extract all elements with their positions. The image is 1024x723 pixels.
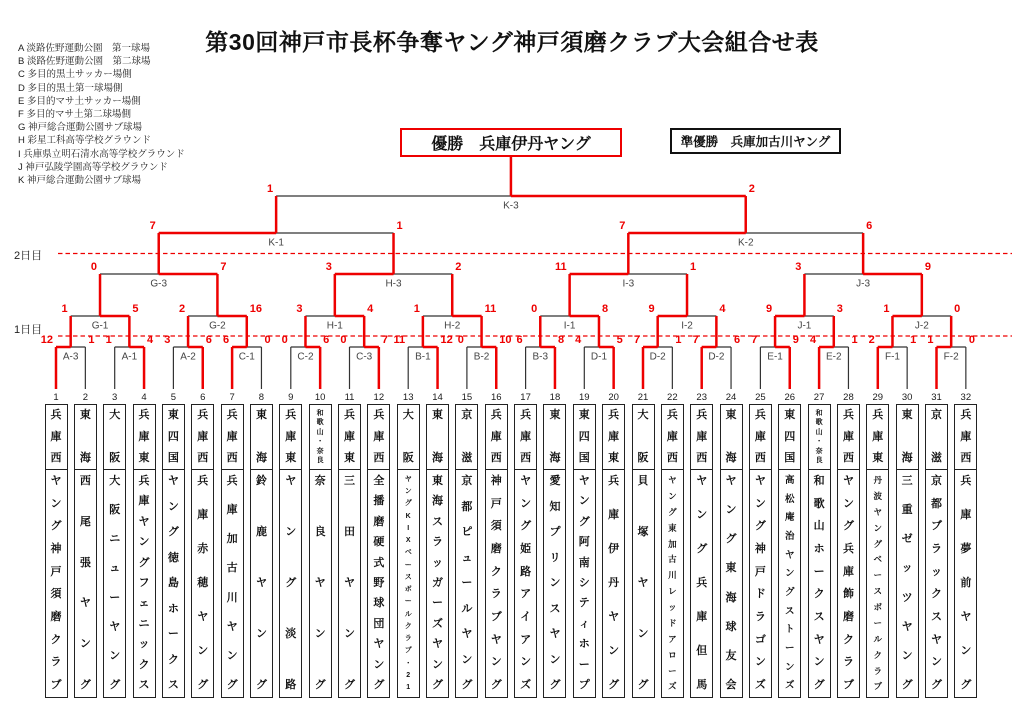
venue-line: F 多目的マサ土第二球場側 (18, 109, 131, 121)
score-right: 7 (381, 334, 388, 346)
team-number: 4 (141, 392, 147, 403)
team-number: 5 (170, 392, 177, 403)
team-number: 22 (667, 392, 678, 403)
day1-label: 1日目 (14, 324, 43, 336)
team-name: 兵 庫 夢 前 ヤ ン グ (954, 469, 977, 698)
score-left: 6 (222, 334, 230, 346)
team-name: 兵 庫 伊 丹 ヤ ン グ (602, 469, 625, 698)
match-label: B-3 (532, 351, 549, 363)
team-region: 東 海 (720, 404, 743, 470)
team-name: 丹 波 ヤ ン グ ベ ー ス ボ ー ル ク ラ ブ (866, 469, 889, 698)
score-left: 0 (90, 261, 98, 273)
team-number: 21 (637, 392, 649, 403)
score-right: 6 (205, 334, 212, 346)
team-name: 貝 塚 ヤ ン グ (632, 469, 655, 698)
team-name: 大 阪 ニ ュ ー ヤ ン グ (103, 469, 126, 698)
team-number: 11 (344, 392, 355, 403)
team-region: 大 阪 (103, 404, 126, 470)
team-region: 兵 庫 西 (221, 404, 244, 470)
score-left: 1 (267, 183, 274, 195)
team-region: 大 阪 (397, 404, 420, 470)
team-region: 東 海 (896, 404, 919, 470)
score-right: 5 (616, 334, 623, 346)
match-label: A-1 (121, 351, 138, 363)
match-label: E-1 (767, 351, 783, 363)
match-label: D-2 (708, 351, 725, 363)
score-left: 2 (178, 303, 186, 315)
score-right: 8 (601, 303, 609, 315)
champion-label: 優勝 兵庫伊丹ヤング (431, 136, 591, 153)
venue-line: E 多目的マサ土サッカー場側 (18, 95, 141, 107)
team-name: ヤ ン グ 阿 南 シ テ ィ ホ ー プ (573, 469, 596, 698)
score-right: 6 (734, 334, 741, 346)
venue-line: A 淡路佐野運動公園 第一球場 (18, 43, 150, 54)
score-left: 9 (765, 303, 773, 315)
team-name: 京 都 ピ ュ ー ル ヤ ン グ (455, 469, 478, 698)
match-label: H-3 (385, 278, 402, 290)
team-number: 29 (872, 392, 884, 403)
score-left: 3 (325, 261, 332, 273)
score-left: 0 (281, 334, 288, 346)
score-right: 10 (499, 334, 512, 346)
team-number: 19 (579, 392, 590, 403)
team-name: 和 歌 山 ホ ー ク ス ヤ ン グ (808, 469, 831, 698)
match-label: H-2 (444, 320, 461, 332)
score-right: 1 (910, 334, 917, 346)
team-number: 3 (112, 392, 118, 403)
match-label: C-1 (238, 351, 255, 363)
match-label: C-2 (297, 351, 314, 363)
score-left: 7 (692, 334, 699, 346)
team-region: 兵 庫 西 (485, 404, 508, 470)
team-number: 9 (288, 392, 294, 403)
team-number: 24 (725, 392, 737, 403)
team-region: 和 歌 山 ・ 奈 良 (808, 404, 831, 470)
score-right: 9 (924, 261, 931, 273)
score-right: 0 (968, 334, 975, 346)
team-number: 1 (53, 392, 59, 403)
score-right: 6 (323, 334, 330, 346)
team-name: ヤ ン グ 兵 庫 飾 磨 ク ラ ブ (837, 469, 860, 698)
score-left: 0 (531, 303, 538, 315)
team-number: 10 (314, 392, 326, 403)
score-left: 9 (648, 303, 655, 315)
day2-label: 2日目 (14, 250, 43, 262)
team-region: 東 四 国 (778, 404, 801, 470)
match-label: F-1 (884, 351, 900, 363)
venue-line: J 神戸弘陵学園高等学校グラウンド (18, 161, 168, 173)
score-right: 5 (132, 303, 139, 315)
team-number: 17 (520, 392, 531, 403)
team-number: 18 (549, 392, 561, 403)
score-right: 9 (792, 334, 799, 346)
team-name: 鈴 鹿 ヤ ン グ (250, 469, 273, 698)
match-label: K-1 (268, 237, 284, 249)
team-number: 27 (813, 392, 825, 403)
team-number: 6 (200, 392, 206, 403)
team-region: 兵 庫 東 (338, 404, 361, 470)
team-number: 25 (755, 392, 766, 403)
score-right: 11 (484, 303, 497, 315)
team-name: ヤ ン グ 淡 路 (279, 469, 302, 698)
team-region: 兵 庫 西 (367, 404, 390, 470)
team-name: 奈 良 ヤ ン グ (309, 469, 332, 698)
team-name: ヤ ン グ 東 加 古 川 レ ッ ド ア ロ ー ズ (661, 469, 684, 698)
match-label: G-3 (150, 278, 168, 290)
score-left: 1 (927, 334, 934, 346)
team-name: 西 尾 張 ヤ ン グ (74, 469, 97, 698)
team-region: 和 歌 山 ・ 奈 良 (309, 404, 332, 470)
team-name: ヤ ン グ 神 戸 須 磨 ク ラ ブ (45, 469, 68, 698)
score-left: 4 (809, 334, 817, 346)
venue-line: K 神戸総合運動公園サブ球場 (18, 175, 141, 187)
score-right: 6 (866, 220, 873, 232)
score-left: 7 (633, 334, 640, 346)
match-label: C-3 (356, 351, 373, 363)
score-left: 7 (751, 334, 758, 346)
runner-up-label: 準優勝 兵庫加古川ヤング (680, 135, 831, 149)
team-name: 高 松 庵 治 ヤ ン グ ス ト ー ン ズ (778, 469, 801, 698)
team-name: 兵 庫 赤 穂 ヤ ン グ (191, 469, 214, 698)
team-region: 東 海 (74, 404, 97, 470)
match-label: K-3 (503, 200, 519, 212)
match-label: G-1 (91, 320, 109, 332)
team-name: ヤ ン グ K I X ベ ー ス ボ ー ル ク ラ ブ ・ 2 1 (397, 469, 420, 698)
team-region: 東 四 国 (573, 404, 596, 470)
team-number: 31 (931, 392, 942, 403)
score-right: 4 (147, 334, 154, 346)
score-right: 16 (249, 303, 263, 315)
venue-line: C 多目的黒土サッカー場側 (18, 69, 132, 81)
team-number: 16 (490, 392, 502, 403)
team-region: 大 阪 (632, 404, 655, 470)
team-region: 兵 庫 西 (837, 404, 860, 470)
match-label: H-1 (326, 320, 343, 332)
team-number: 20 (608, 392, 619, 403)
team-name: ヤ ン グ 東 海 球 友 会 (720, 469, 743, 698)
team-region: 東 海 (426, 404, 449, 470)
score-left: 1 (61, 303, 68, 315)
team-name: 神 戸 須 磨 ク ラ ブ ヤ ン グ (485, 469, 508, 698)
team-region: 兵 庫 西 (661, 404, 684, 470)
team-name: 東 海 ス ラ ッ ガ ー ズ ヤ ン グ (426, 469, 449, 698)
score-left: 0 (340, 334, 347, 346)
team-name: 全 播 磨 硬 式 野 球 団 ヤ ン グ (367, 469, 390, 698)
team-region: 兵 庫 西 (45, 404, 68, 470)
score-right: 0 (264, 334, 271, 346)
team-number: 28 (843, 392, 854, 403)
venue-line: H 彩星工科高等学校グラウンド (18, 135, 152, 147)
venue-line: D 多目的黒土第一球場側 (18, 82, 123, 94)
match-label: A-2 (180, 351, 196, 363)
page-title: 第30回神戸市長杯争奪ヤング神戸須磨クラブ大会組合せ表 (205, 29, 819, 55)
score-left: 2 (868, 334, 875, 346)
score-right: 1 (675, 334, 682, 346)
match-label: F-2 (943, 351, 959, 363)
score-left: 11 (554, 261, 567, 273)
team-number: 8 (258, 392, 265, 403)
score-right: 7 (220, 261, 227, 273)
team-region: 兵 庫 東 (866, 404, 889, 470)
score-right: 1 (88, 334, 95, 346)
team-number: 12 (373, 392, 385, 403)
match-label: E-2 (825, 351, 842, 363)
venue-line: B 淡路佐野運動公園 第二球場 (18, 56, 151, 68)
score-left: 7 (149, 220, 156, 232)
score-left: 11 (393, 334, 406, 346)
team-name: ヤ ン グ 徳 島 ホ ー ク ス (162, 469, 185, 698)
score-right: 4 (719, 303, 726, 315)
match-label: J-2 (914, 320, 929, 332)
team-region: 兵 庫 東 (279, 404, 302, 470)
team-number: 7 (229, 392, 235, 403)
match-label: K-2 (737, 237, 754, 249)
venue-line: G 神戸総合運動公園サブ球場 (18, 122, 143, 134)
team-number: 2 (82, 392, 88, 403)
venue-line: I 兵庫県立明石清水高等学校グラウンド (18, 148, 185, 160)
team-region: 京 滋 (455, 404, 478, 470)
team-name: 三 重 ゼ ッ ツ ヤ ン グ (896, 469, 919, 698)
team-region: 兵 庫 西 (690, 404, 713, 470)
score-left: 12 (40, 334, 53, 346)
score-right: 12 (440, 334, 453, 346)
team-name: ヤ ン グ 兵 庫 但 馬 (690, 469, 713, 698)
match-label: J-1 (797, 320, 812, 332)
score-left: 1 (883, 303, 890, 315)
score-left: 1 (105, 334, 112, 346)
team-name: 兵 庫 加 古 川 ヤ ン グ (221, 469, 244, 698)
score-right: 1 (690, 261, 697, 273)
match-label: B-1 (415, 351, 431, 363)
score-left: 3 (296, 303, 303, 315)
match-label: D-2 (649, 351, 666, 363)
score-left: 4 (575, 334, 582, 346)
team-region: 兵 庫 西 (954, 404, 977, 470)
team-region: 兵 庫 東 (133, 404, 156, 470)
score-right: 4 (367, 303, 374, 315)
team-name: ヤ ン グ 神 戸 ド ラ ゴ ン ズ (749, 469, 772, 698)
team-region: 兵 庫 西 (514, 404, 537, 470)
score-left: 0 (457, 334, 464, 346)
team-name: ヤ ン グ 姫 路 ア イ ア ン ズ (514, 469, 537, 698)
score-left: 7 (619, 220, 626, 232)
score-right: 2 (455, 261, 462, 273)
team-region: 京 滋 (925, 404, 948, 470)
team-number: 15 (461, 392, 473, 403)
team-name: 京 都 ブ ラ ッ ク ス ヤ ン グ (925, 469, 948, 698)
team-region: 兵 庫 東 (602, 404, 625, 470)
team-region: 東 海 (250, 404, 273, 470)
team-region: 東 海 (543, 404, 566, 470)
match-label: B-2 (473, 351, 490, 363)
team-number: 32 (960, 392, 972, 403)
team-number: 23 (696, 392, 707, 403)
score-right: 8 (557, 334, 565, 346)
match-label: G-2 (209, 320, 226, 332)
match-label: A-3 (62, 351, 79, 363)
match-label: D-1 (590, 351, 608, 363)
score-left: 3 (795, 261, 802, 273)
team-name: 愛 知 プ リ ン ス ヤ ン グ (543, 469, 566, 698)
team-name: 三 田 ヤ ン グ (338, 469, 361, 698)
team-number: 13 (402, 392, 414, 403)
score-right: 0 (954, 303, 961, 315)
score-left: 3 (164, 334, 171, 346)
team-name: 兵 庫 ヤ ン グ フ ェ ニ ッ ク ス (133, 469, 156, 698)
score-left: 1 (413, 303, 420, 315)
score-right: 2 (748, 183, 755, 195)
team-region: 東 四 国 (162, 404, 185, 470)
match-label: J-3 (856, 278, 871, 290)
score-right: 3 (836, 303, 843, 315)
score-right: 1 (396, 220, 403, 232)
score-right: 1 (851, 334, 858, 346)
team-region: 兵 庫 西 (191, 404, 214, 470)
team-number: 14 (432, 392, 443, 403)
match-label: I-2 (681, 320, 693, 332)
match-label: I-1 (563, 320, 576, 332)
match-label: I-3 (622, 278, 635, 290)
team-number: 26 (784, 392, 796, 403)
team-number: 30 (901, 392, 913, 403)
score-left: 6 (516, 334, 523, 346)
team-region: 兵 庫 西 (749, 404, 772, 470)
